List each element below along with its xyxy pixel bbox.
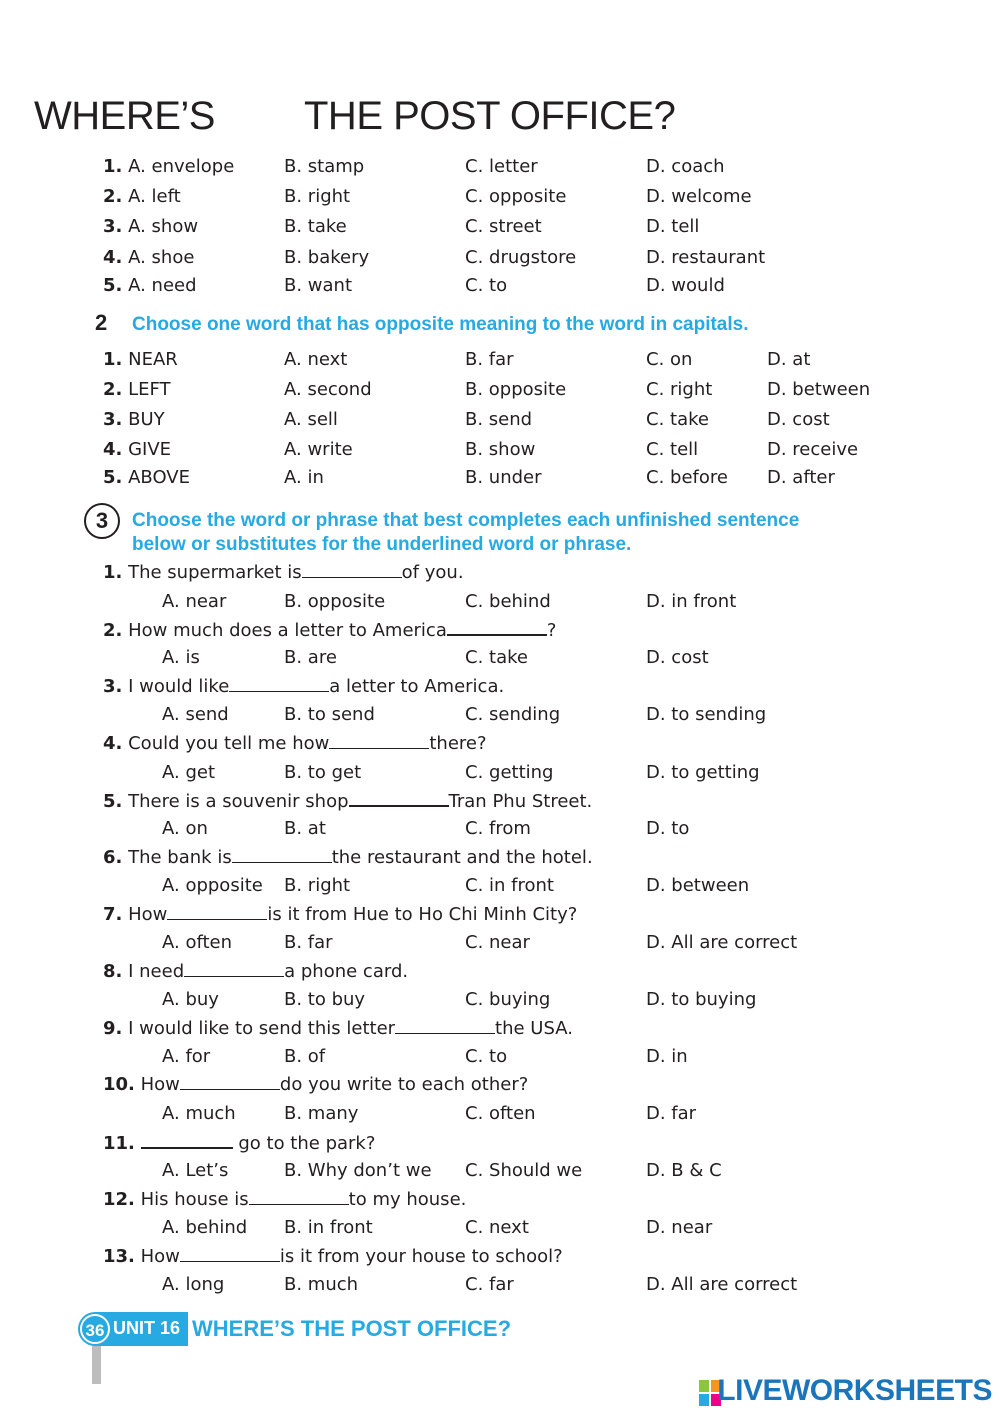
options-row: A. get B. to get C. getting D. to getting	[162, 762, 760, 783]
answer-blank[interactable]	[302, 561, 402, 578]
answer-blank[interactable]	[395, 1017, 495, 1034]
list-item: 5. A. need B. want C. to D. would	[103, 275, 725, 296]
list-item: 2. LEFT A. second B. opposite C. right D. between	[103, 379, 871, 400]
options-row: A. behind B. in front C. next D. near	[162, 1217, 713, 1238]
options-row: A. much B. many C. often D. far	[162, 1103, 697, 1124]
page-number: 36	[80, 1314, 110, 1344]
list-item: 1. NEAR A. next B. far C. on D. at	[103, 349, 811, 370]
question: 11. go to the park?	[103, 1133, 376, 1154]
answer-blank[interactable]	[141, 1131, 233, 1149]
answer-blank[interactable]	[232, 846, 332, 863]
question: 6. The bank is the restaurant and the hotel.	[103, 847, 593, 868]
options-row: A. send B. to send C. sending D. to sending	[162, 704, 767, 725]
options-row: A. is B. are C. take D. cost	[162, 647, 709, 668]
section-3-instruction-line-1: Choose the word or phrase that best completes each unfinished sentence	[132, 510, 800, 531]
question: 4. Could you tell me how there?	[103, 733, 487, 754]
options-row: A. opposite B. right C. in front D. between	[162, 875, 750, 896]
list-item: 2. A. left B. right C. opposite D. welcome	[103, 186, 752, 207]
answer-blank[interactable]	[184, 960, 284, 977]
question: 1. The supermarket is of you.	[103, 562, 464, 583]
question: 9. I would like to send this letter the USA.	[103, 1018, 573, 1039]
question: 8. I need a phone card.	[103, 961, 409, 982]
unit-label: UNIT 16	[113, 1318, 181, 1338]
footer-title: WHERE’S THE POST OFFICE?	[192, 1316, 512, 1341]
list-item: 1. A. envelope B. stamp C. letter D. coach	[103, 156, 725, 177]
section-2-instruction: Choose one word that has opposite meaning to the word in capitals.	[132, 314, 749, 335]
section-3-instruction-line-2: below or substitutes for the underlined word or phrase.	[132, 534, 632, 555]
footer-bar	[92, 1346, 101, 1384]
question: 3. I would like a letter to America.	[103, 676, 505, 697]
answer-blank[interactable]	[349, 789, 449, 807]
answer-blank[interactable]	[167, 903, 267, 920]
answer-blank[interactable]	[329, 732, 429, 749]
list-item: 3. BUY A. sell B. send C. take D. cost	[103, 409, 830, 430]
answer-blank[interactable]	[447, 618, 547, 636]
question: 7. How is it from Hue to Ho Chi Minh City?	[103, 904, 578, 925]
page-title-right: THE POST OFFICE?	[304, 94, 676, 138]
liveworksheets-watermark: LIVEWORKSHEETS	[717, 1374, 992, 1407]
options-row: A. on B. at C. from D. to	[162, 818, 690, 839]
options-row: A. near B. opposite C. behind D. in front	[162, 591, 737, 612]
list-item: 4. GIVE A. write B. show C. tell D. receive	[103, 439, 859, 460]
list-item: 5. ABOVE A. in B. under C. before D. after	[103, 467, 835, 488]
list-item: 3. A. show B. take C. street D. tell	[103, 216, 700, 237]
answer-blank[interactable]	[180, 1245, 280, 1262]
options-row: A. long B. much C. far D. All are correct	[162, 1274, 798, 1295]
question: 10. How do you write to each other?	[103, 1074, 529, 1095]
options-row: A. buy B. to buy C. buying D. to buying	[162, 989, 757, 1010]
answer-blank[interactable]	[180, 1073, 280, 1090]
question: 13. How is it from your house to school?	[103, 1246, 563, 1267]
answer-blank[interactable]	[249, 1188, 349, 1205]
answer-blank[interactable]	[229, 675, 329, 692]
list-item: 4. A. shoe B. bakery C. drugstore D. restaurant	[103, 247, 766, 268]
options-row: A. Let’s B. Why don’t we C. Should we D. B & C	[162, 1160, 722, 1181]
question: 5. There is a souvenir shop Tran Phu Street.	[103, 791, 593, 812]
page-title-left: WHERE’S	[34, 94, 215, 138]
question: 12. His house is to my house.	[103, 1189, 467, 1210]
section-3-number: 3	[84, 503, 120, 539]
options-row: A. often B. far C. near D. All are correct	[162, 932, 798, 953]
question: 2. How much does a letter to America ?	[103, 620, 557, 641]
options-row: A. for B. of C. to D. in	[162, 1046, 688, 1067]
section-2-number: 2	[95, 310, 108, 335]
